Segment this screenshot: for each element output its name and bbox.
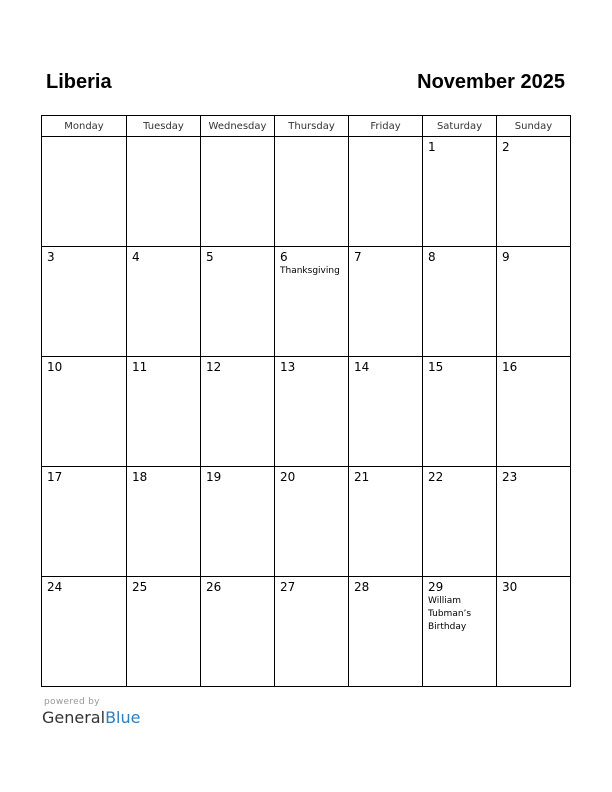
day-number: 16 — [502, 360, 518, 374]
day-number: 1 — [428, 140, 436, 154]
day-cell — [201, 357, 275, 467]
powered-by-label: powered by — [44, 697, 100, 707]
day-cell — [201, 467, 275, 577]
day-cell — [201, 577, 275, 687]
day-number: 20 — [280, 470, 296, 484]
day-cell — [127, 467, 201, 577]
weekday-header-row — [42, 116, 571, 137]
day-number: 24 — [47, 580, 63, 594]
empty-day-cell — [349, 137, 423, 247]
day-number: 26 — [206, 580, 222, 594]
day-cell — [497, 357, 571, 467]
day-number: 6 — [280, 250, 288, 264]
week-row — [42, 357, 571, 467]
day-cell — [275, 247, 349, 357]
day-number: 22 — [428, 470, 444, 484]
weekday-header: Thursday — [275, 116, 349, 137]
day-cell — [275, 577, 349, 687]
day-cell — [423, 247, 497, 357]
holiday-label: William Tubman’s Birthday — [428, 596, 472, 632]
day-cell — [42, 467, 127, 577]
day-cell — [423, 577, 497, 687]
day-cell — [127, 247, 201, 357]
day-number: 29 — [428, 580, 444, 594]
day-cell — [423, 467, 497, 577]
calendar-grid — [41, 115, 571, 687]
day-number: 18 — [132, 470, 148, 484]
empty-day-cell — [42, 137, 127, 247]
day-cell — [423, 137, 497, 247]
weekday-header: Sunday — [497, 116, 571, 137]
day-cell — [497, 467, 571, 577]
day-cell — [42, 357, 127, 467]
country-title: Liberia — [46, 71, 112, 93]
weekday-header: Wednesday — [201, 116, 275, 137]
day-cell — [349, 577, 423, 687]
weekday-header: Friday — [349, 116, 423, 137]
day-number: 10 — [47, 360, 63, 374]
day-number: 21 — [354, 470, 370, 484]
day-number: 27 — [280, 580, 296, 594]
day-number: 2 — [502, 140, 510, 154]
brand-general-text: General — [42, 708, 106, 727]
day-number: 15 — [428, 360, 444, 374]
day-cell — [127, 577, 201, 687]
day-number: 30 — [502, 580, 518, 594]
day-cell — [42, 247, 127, 357]
day-number: 14 — [354, 360, 370, 374]
weekday-header: Tuesday — [127, 116, 201, 137]
day-cell — [349, 247, 423, 357]
day-number: 13 — [280, 360, 296, 374]
day-cell — [497, 247, 571, 357]
day-cell — [497, 137, 571, 247]
day-cell — [42, 577, 127, 687]
week-row — [42, 247, 571, 357]
day-number: 28 — [354, 580, 370, 594]
day-cell — [201, 247, 275, 357]
day-number: 5 — [206, 250, 214, 264]
day-cell — [497, 577, 571, 687]
day-number: 25 — [132, 580, 148, 594]
day-number: 19 — [206, 470, 222, 484]
weekday-header: Monday — [42, 116, 127, 137]
day-number: 4 — [132, 250, 140, 264]
day-number: 8 — [428, 250, 436, 264]
day-number: 3 — [47, 250, 55, 264]
day-number: 7 — [354, 250, 362, 264]
day-cell — [275, 467, 349, 577]
week-row — [42, 137, 571, 247]
day-cell — [349, 357, 423, 467]
empty-day-cell — [275, 137, 349, 247]
weekday-header: Saturday — [423, 116, 497, 137]
day-cell — [423, 357, 497, 467]
empty-day-cell — [201, 137, 275, 247]
week-row — [42, 467, 571, 577]
brand-blue-text: Blue — [105, 708, 141, 727]
month-year-title: November 2025 — [417, 71, 565, 93]
day-cell — [275, 357, 349, 467]
empty-day-cell — [127, 137, 201, 247]
day-number: 9 — [502, 250, 510, 264]
holiday-label: Thanksgiving — [280, 266, 340, 276]
day-number: 23 — [502, 470, 518, 484]
day-number: 11 — [132, 360, 148, 374]
day-number: 17 — [47, 470, 63, 484]
day-number: 12 — [206, 360, 222, 374]
day-cell — [127, 357, 201, 467]
day-cell — [349, 467, 423, 577]
generalblue-logo[interactable] — [42, 708, 140, 727]
week-row — [42, 577, 571, 687]
